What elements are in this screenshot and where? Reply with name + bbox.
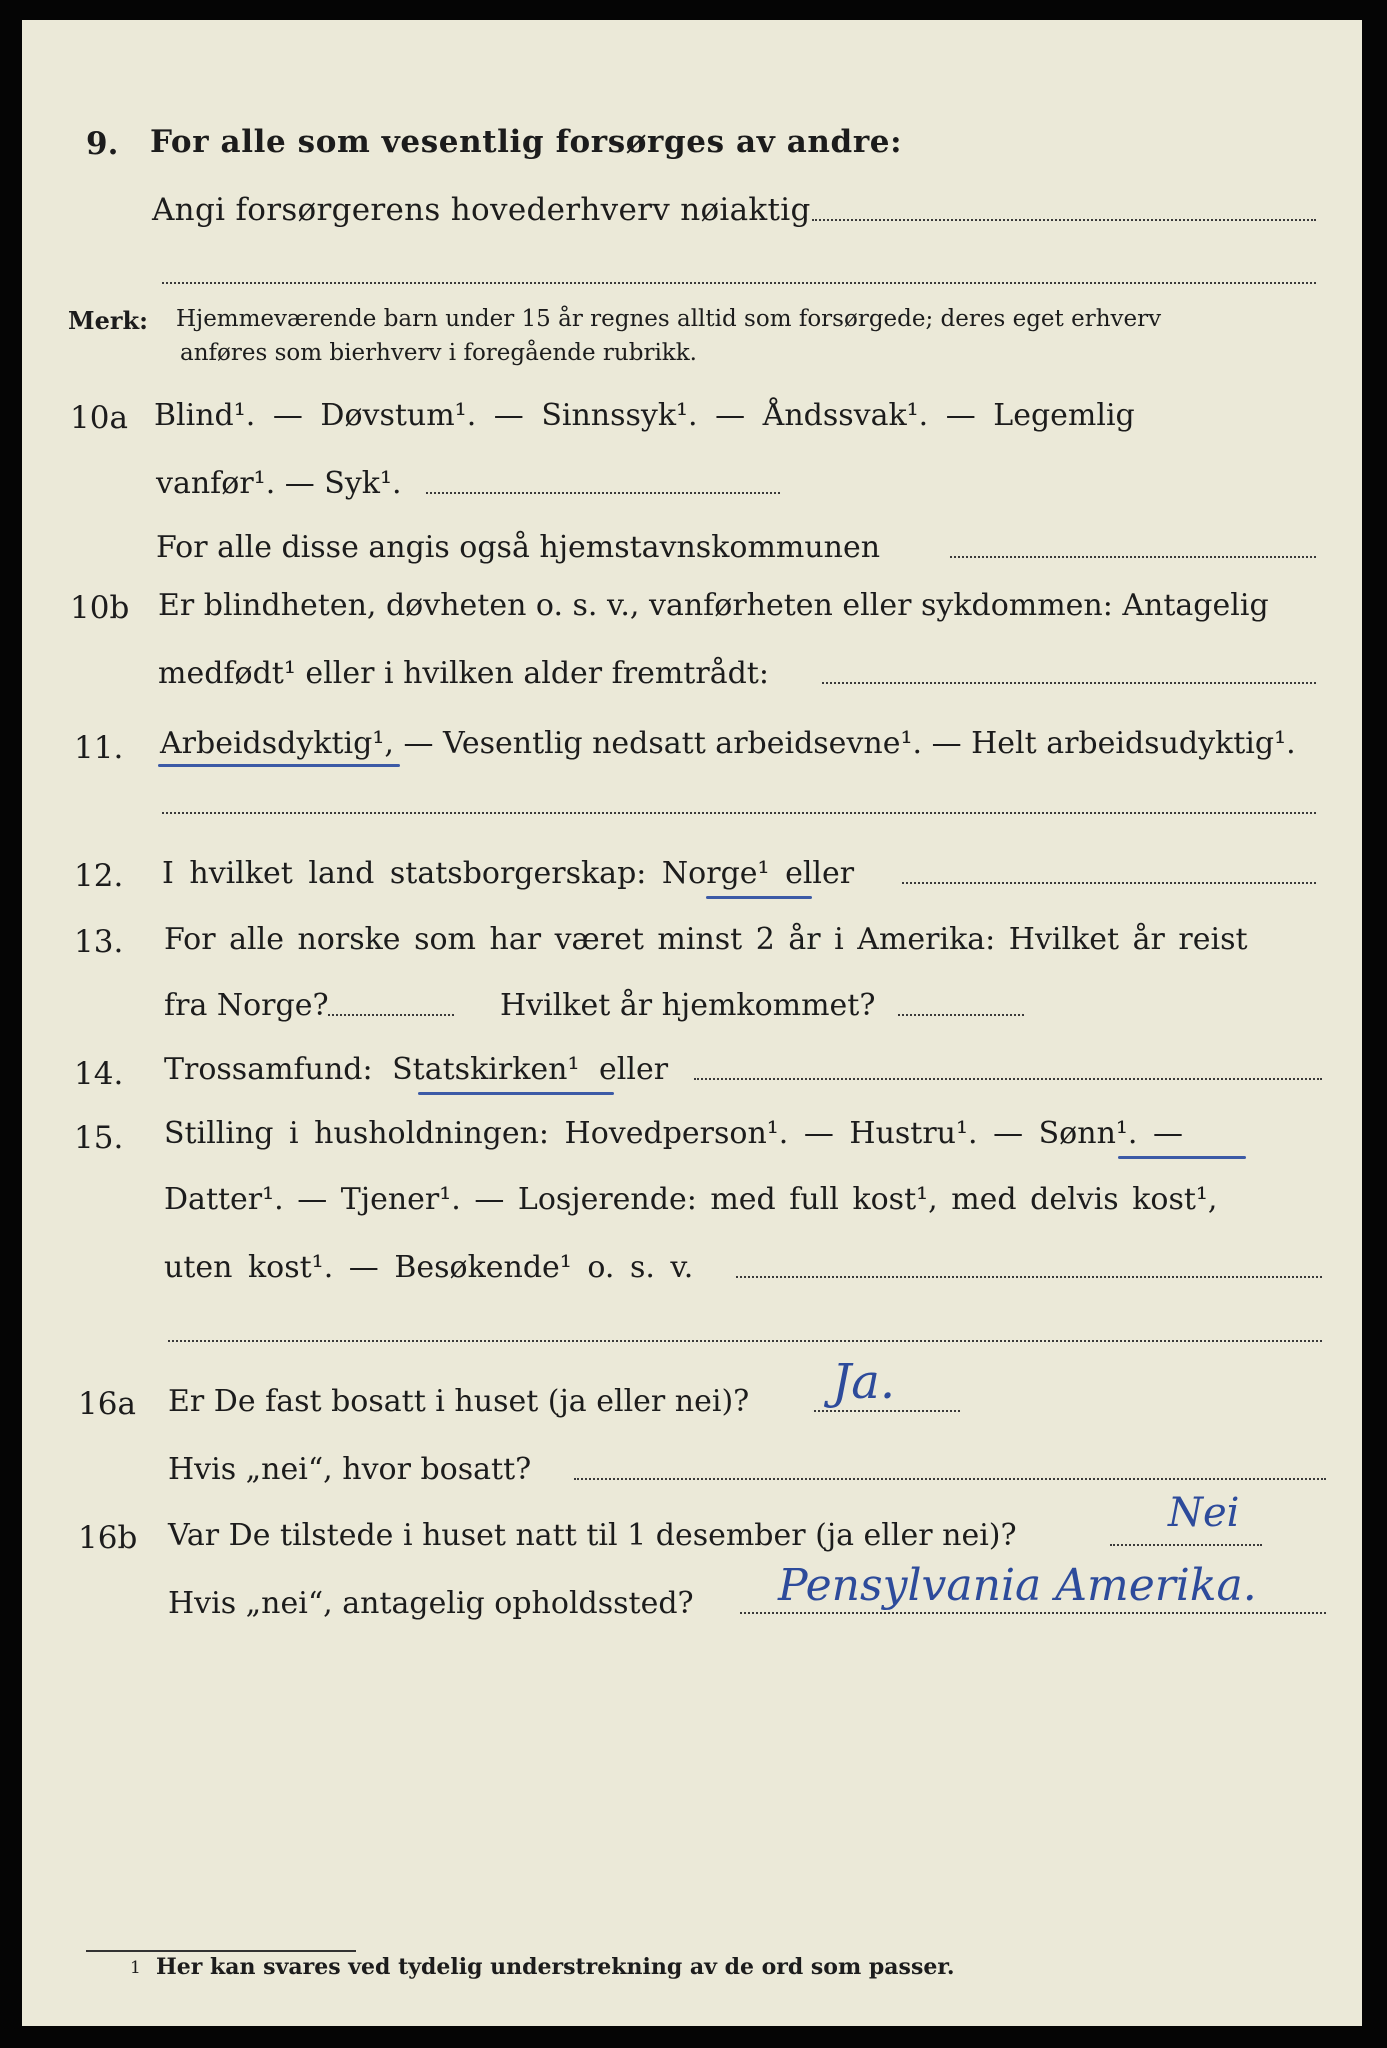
q16b-answer-line[interactable] xyxy=(1110,1544,1262,1546)
q14-statskirken-underline xyxy=(418,1092,614,1095)
q16b-handwritten-whereabouts: Pensylvania Amerika. xyxy=(778,1560,1257,1611)
q11-arbeidsdyktig-underline xyxy=(158,764,400,767)
q14-line1: Trossamfund: Statskirken¹ eller xyxy=(164,1052,669,1087)
census-form-page xyxy=(22,20,1362,2026)
q16a-residence-line[interactable] xyxy=(574,1478,1326,1480)
q15-line1: Stilling i husholdningen: Hovedperson¹. — Hustru¹. — Sønn¹. — xyxy=(164,1116,1183,1151)
q13-line1: For alle norske som har været minst 2 år i Amerika: Hvilket år reist xyxy=(164,922,1248,957)
q16b-line2: Hvis „nei“, antagelig opholdssted? xyxy=(168,1586,694,1621)
q16b-line1: Var De tilstede i huset natt til 1 desember (ja eller nei)? xyxy=(168,1518,1017,1553)
q10b-line1: Er blindheten, døvheten o. s. v., vanførheten eller sykdommen: Antagelig xyxy=(158,588,1269,623)
q13-line2b: Hvilket år hjemkommet? xyxy=(500,988,876,1023)
q15-answer-line[interactable] xyxy=(736,1276,1322,1278)
q16b-number: 16b xyxy=(78,1520,138,1556)
q13-departure-year-line[interactable] xyxy=(328,1014,454,1016)
q15-line2: Datter¹. — Tjener¹. — Losjerende: med full kost¹, med delvis kost¹, xyxy=(164,1182,1218,1217)
q10a-hometown-line[interactable] xyxy=(950,556,1316,558)
q9-number: 9. xyxy=(86,126,119,162)
merk-line2: anføres som bierhverv i foregående rubrikk. xyxy=(180,340,697,366)
q14-answer-line[interactable] xyxy=(694,1078,1322,1080)
merk-line1: Hjemmeværende barn under 15 år regnes alltid som forsørgede; deres eget erhverv xyxy=(176,306,1162,332)
q16a-line1: Er De fast bosatt i huset (ja eller nei)? xyxy=(168,1384,750,1419)
footnote-rule xyxy=(86,1950,356,1952)
q13-number: 13. xyxy=(74,924,124,960)
q12-line1: I hvilket land statsborgerskap: Norge¹ eller xyxy=(162,856,855,891)
q10b-number: 10b xyxy=(70,590,130,626)
q9-line2: Angi forsørgerens hovederhverv nøiaktig xyxy=(152,192,811,228)
q13-line2a: fra Norge? xyxy=(164,988,329,1023)
q15-sonn-underline xyxy=(1118,1156,1246,1159)
q10a-line1: Blind¹. — Døvstum¹. — Sinnssyk¹. — Åndssvak¹. — Legemlig xyxy=(154,398,1135,433)
q16a-answer-line[interactable] xyxy=(814,1410,960,1412)
q15-number: 15. xyxy=(74,1120,124,1156)
q16a-handwritten-answer: Ja. xyxy=(832,1354,896,1410)
q16a-line2: Hvis „nei“, hvor bosatt? xyxy=(168,1452,532,1487)
q16b-whereabouts-line[interactable] xyxy=(740,1612,1326,1614)
q10a-number: 10a xyxy=(70,400,128,436)
q15-line3: uten kost¹. — Besøkende¹ o. s. v. xyxy=(164,1250,694,1285)
q10b-line2: medfødt¹ eller i hvilken alder fremtrådt: xyxy=(158,656,769,691)
q11-answer-line[interactable] xyxy=(162,812,1316,814)
footnote-text: Her kan svares ved tydelig understrekning av de ord som passer. xyxy=(156,1954,955,1980)
q16b-handwritten-answer: Nei xyxy=(1168,1490,1240,1536)
q11-number: 11. xyxy=(74,730,124,766)
q12-norge-underline xyxy=(706,896,812,899)
q15-answer-line-2[interactable] xyxy=(168,1340,1322,1342)
q10a-line3: For alle disse angis også hjemstavnskommunen xyxy=(156,530,881,565)
footnote-mark: 1 xyxy=(130,1958,141,1978)
q11-line1: Arbeidsdyktig¹, — Vesentlig nedsatt arbeidsevne¹. — Helt arbeidsudyktig¹. xyxy=(160,726,1296,761)
q9-answer-line-2[interactable] xyxy=(162,282,1316,284)
q12-answer-line[interactable] xyxy=(902,882,1316,884)
q9-line1: For alle som vesentlig forsørges av andre: xyxy=(150,124,903,160)
q12-number: 12. xyxy=(74,858,124,894)
q16a-number: 16a xyxy=(78,1386,136,1422)
q9-answer-line[interactable] xyxy=(812,219,1316,221)
q10b-answer-line[interactable] xyxy=(822,682,1316,684)
q13-return-year-line[interactable] xyxy=(898,1014,1024,1016)
merk-label: Merk: xyxy=(68,306,148,335)
q10a-answer-line[interactable] xyxy=(426,492,780,494)
q10a-line2: vanfør¹. — Syk¹. xyxy=(156,466,402,501)
q14-number: 14. xyxy=(74,1056,124,1092)
